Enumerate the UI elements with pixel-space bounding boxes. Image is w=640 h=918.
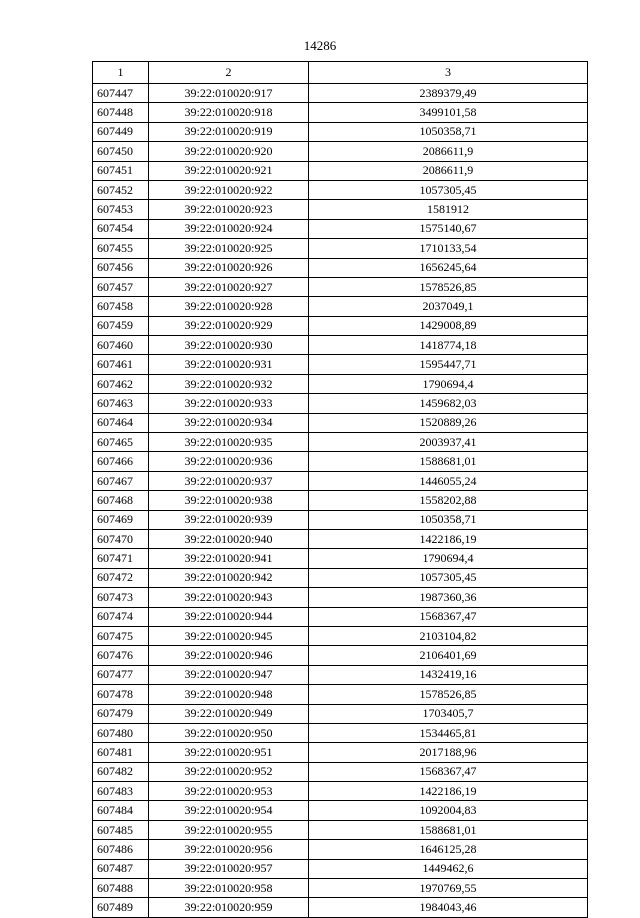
table-row: [93, 200, 588, 219]
table-row: [93, 820, 588, 839]
cadastral-number-cell: 39:22:010020:927: [149, 277, 309, 296]
cadastral-number-cell: 39:22:010020:941: [149, 549, 309, 568]
value-cell: 2103104,82: [309, 626, 588, 645]
table-row: [93, 859, 588, 878]
cadastral-number-cell: 39:22:010020:921: [149, 161, 309, 180]
value-cell: 1057305,45: [309, 568, 588, 587]
value-cell: 1984043,46: [309, 898, 588, 917]
value-cell: 1422186,19: [309, 782, 588, 801]
value-cell: 1588681,01: [309, 452, 588, 471]
cadastral-number-cell: 39:22:010020:933: [149, 394, 309, 413]
row-number-cell: 607456: [93, 258, 149, 277]
cadastral-number-cell: 39:22:010020:955: [149, 820, 309, 839]
value-cell: 1790694,4: [309, 549, 588, 568]
cadastral-number-cell: 39:22:010020:943: [149, 588, 309, 607]
value-cell: 1446055,24: [309, 471, 588, 490]
cadastral-number-cell: 39:22:010020:934: [149, 413, 309, 432]
cadastral-number-cell: 39:22:010020:932: [149, 374, 309, 393]
value-cell: 1568367,47: [309, 762, 588, 781]
cadastral-number-cell: 39:22:010020:926: [149, 258, 309, 277]
cadastral-number-cell: 39:22:010020:956: [149, 840, 309, 859]
row-number-cell: 607459: [93, 316, 149, 335]
cadastral-number-cell: 39:22:010020:919: [149, 122, 309, 141]
value-cell: 1588681,01: [309, 820, 588, 839]
value-cell: 1534465,81: [309, 723, 588, 742]
row-number-cell: 607468: [93, 491, 149, 510]
cadastral-number-cell: 39:22:010020:948: [149, 685, 309, 704]
row-number-cell: 607488: [93, 879, 149, 898]
cadastral-number-cell: 39:22:010020:958: [149, 879, 309, 898]
cadastral-number-cell: 39:22:010020:949: [149, 704, 309, 723]
row-number-cell: 607451: [93, 161, 149, 180]
row-number-cell: 607467: [93, 471, 149, 490]
row-number-cell: 607465: [93, 433, 149, 452]
table-row: [93, 84, 588, 103]
row-number-cell: 607476: [93, 646, 149, 665]
value-cell: 1703405,7: [309, 704, 588, 723]
row-number-cell: 607460: [93, 336, 149, 355]
row-number-cell: 607489: [93, 898, 149, 917]
value-cell: 3499101,58: [309, 103, 588, 122]
row-number-cell: 607471: [93, 549, 149, 568]
value-cell: 2106401,69: [309, 646, 588, 665]
cadastral-number-cell: 39:22:010020:917: [149, 84, 309, 103]
table-row: [93, 879, 588, 898]
table-body: [93, 84, 588, 918]
table-row: [93, 549, 588, 568]
page-number: 14286: [303, 38, 337, 53]
cadastral-number-cell: 39:22:010020:950: [149, 723, 309, 742]
table-row: [93, 394, 588, 413]
value-cell: 1520889,26: [309, 413, 588, 432]
table-row: [93, 180, 588, 199]
table-row: [93, 219, 588, 238]
table-row: [93, 801, 588, 820]
row-number-cell: 607486: [93, 840, 149, 859]
row-number-cell: 607469: [93, 510, 149, 529]
row-number-cell: 607455: [93, 239, 149, 258]
value-cell: 1422186,19: [309, 529, 588, 548]
value-cell: 2037049,1: [309, 297, 588, 316]
row-number-cell: 607480: [93, 723, 149, 742]
row-number-cell: 607461: [93, 355, 149, 374]
cadastral-number-cell: 39:22:010020:920: [149, 142, 309, 161]
cadastral-number-cell: 39:22:010020:944: [149, 607, 309, 626]
table-row: [93, 743, 588, 762]
cadastral-number-cell: 39:22:010020:957: [149, 859, 309, 878]
row-number-cell: 607453: [93, 200, 149, 219]
value-cell: 1575140,67: [309, 219, 588, 238]
value-cell: 1578526,85: [309, 277, 588, 296]
table-row: [93, 122, 588, 141]
row-number-cell: 607457: [93, 277, 149, 296]
value-cell: 1057305,45: [309, 180, 588, 199]
value-cell: 2086611,9: [309, 161, 588, 180]
value-cell: 1568367,47: [309, 607, 588, 626]
cadastral-number-cell: 39:22:010020:924: [149, 219, 309, 238]
row-number-cell: 607482: [93, 762, 149, 781]
row-number-cell: 607470: [93, 529, 149, 548]
column-header-2: 2: [149, 62, 309, 84]
value-cell: 2389379,49: [309, 84, 588, 103]
cadastral-number-cell: 39:22:010020:959: [149, 898, 309, 917]
table-row: [93, 355, 588, 374]
row-number-cell: 607485: [93, 820, 149, 839]
row-number-cell: 607452: [93, 180, 149, 199]
row-number-cell: 607478: [93, 685, 149, 704]
cadastral-number-cell: 39:22:010020:923: [149, 200, 309, 219]
row-number-cell: 607447: [93, 84, 149, 103]
table-row: [93, 723, 588, 742]
cadastral-number-cell: 39:22:010020:940: [149, 529, 309, 548]
row-number-cell: 607487: [93, 859, 149, 878]
row-number-cell: 607472: [93, 568, 149, 587]
header-row: [93, 62, 588, 84]
table-row: [93, 840, 588, 859]
row-number-cell: 607479: [93, 704, 149, 723]
table-row: [93, 103, 588, 122]
table-row: [93, 898, 588, 917]
row-number-cell: 607463: [93, 394, 149, 413]
row-number-cell: 607475: [93, 626, 149, 645]
table-row: [93, 413, 588, 432]
value-cell: 1050358,71: [309, 122, 588, 141]
table-row: [93, 491, 588, 510]
cadastral-number-cell: 39:22:010020:922: [149, 180, 309, 199]
value-cell: 1646125,28: [309, 840, 588, 859]
column-header-3: 3: [309, 62, 588, 84]
row-number-cell: 607481: [93, 743, 149, 762]
table-row: [93, 297, 588, 316]
row-number-cell: 607448: [93, 103, 149, 122]
value-cell: 1558202,88: [309, 491, 588, 510]
row-number-cell: 607464: [93, 413, 149, 432]
table-row: [93, 607, 588, 626]
table-row: [93, 336, 588, 355]
cadastral-number-cell: 39:22:010020:939: [149, 510, 309, 529]
table-row: [93, 433, 588, 452]
table-row: [93, 258, 588, 277]
table-row: [93, 782, 588, 801]
cadastral-number-cell: 39:22:010020:942: [149, 568, 309, 587]
row-number-cell: 607466: [93, 452, 149, 471]
table-row: [93, 374, 588, 393]
cadastral-number-cell: 39:22:010020:928: [149, 297, 309, 316]
table-row: [93, 239, 588, 258]
table-row: [93, 142, 588, 161]
table-row: [93, 471, 588, 490]
table-row: [93, 704, 588, 723]
value-cell: 1790694,4: [309, 374, 588, 393]
value-cell: 1710133,54: [309, 239, 588, 258]
table-row: [93, 762, 588, 781]
cadastral-number-cell: 39:22:010020:945: [149, 626, 309, 645]
value-cell: 1432419,16: [309, 665, 588, 684]
value-cell: 1595447,71: [309, 355, 588, 374]
cadastral-number-cell: 39:22:010020:931: [149, 355, 309, 374]
cadastral-number-cell: 39:22:010020:947: [149, 665, 309, 684]
table-row: [93, 665, 588, 684]
table-row: [93, 568, 588, 587]
cadastral-number-cell: 39:22:010020:930: [149, 336, 309, 355]
cadastral-number-cell: 39:22:010020:937: [149, 471, 309, 490]
table-row: [93, 529, 588, 548]
table-row: [93, 588, 588, 607]
value-cell: 1418774,18: [309, 336, 588, 355]
row-number-cell: 607474: [93, 607, 149, 626]
value-cell: 1656245,64: [309, 258, 588, 277]
cadastral-number-cell: 39:22:010020:953: [149, 782, 309, 801]
value-cell: 1092004,83: [309, 801, 588, 820]
cadastral-number-cell: 39:22:010020:952: [149, 762, 309, 781]
row-number-cell: 607484: [93, 801, 149, 820]
cadastral-number-cell: 39:22:010020:929: [149, 316, 309, 335]
value-cell: 2086611,9: [309, 142, 588, 161]
cadastral-number-cell: 39:22:010020:938: [149, 491, 309, 510]
cadastral-number-cell: 39:22:010020:936: [149, 452, 309, 471]
table-row: [93, 277, 588, 296]
table-row: [93, 626, 588, 645]
cadastral-number-cell: 39:22:010020:946: [149, 646, 309, 665]
row-number-cell: 607458: [93, 297, 149, 316]
table-row: [93, 316, 588, 335]
table-row: [93, 646, 588, 665]
value-cell: 1581912: [309, 200, 588, 219]
value-cell: 1429008,89: [309, 316, 588, 335]
column-header-1: 1: [93, 62, 149, 84]
cadastral-number-cell: 39:22:010020:918: [149, 103, 309, 122]
value-cell: 1987360,36: [309, 588, 588, 607]
row-number-cell: 607483: [93, 782, 149, 801]
row-number-cell: 607473: [93, 588, 149, 607]
table-row: [93, 685, 588, 704]
value-cell: 1449462,6: [309, 859, 588, 878]
row-number-cell: 607449: [93, 122, 149, 141]
value-cell: 1050358,71: [309, 510, 588, 529]
cadastral-number-cell: 39:22:010020:925: [149, 239, 309, 258]
row-number-cell: 607477: [93, 665, 149, 684]
table-row: [93, 452, 588, 471]
cadastral-number-cell: 39:22:010020:951: [149, 743, 309, 762]
row-number-cell: 607454: [93, 219, 149, 238]
cadastral-number-cell: 39:22:010020:954: [149, 801, 309, 820]
data-table: [92, 61, 588, 918]
cadastral-number-cell: 39:22:010020:935: [149, 433, 309, 452]
table-row: [93, 161, 588, 180]
value-cell: 2003937,41: [309, 433, 588, 452]
row-number-cell: 607462: [93, 374, 149, 393]
table-row: [93, 510, 588, 529]
value-cell: 1970769,55: [309, 879, 588, 898]
value-cell: 1578526,85: [309, 685, 588, 704]
value-cell: 1459682,03: [309, 394, 588, 413]
value-cell: 2017188,96: [309, 743, 588, 762]
row-number-cell: 607450: [93, 142, 149, 161]
